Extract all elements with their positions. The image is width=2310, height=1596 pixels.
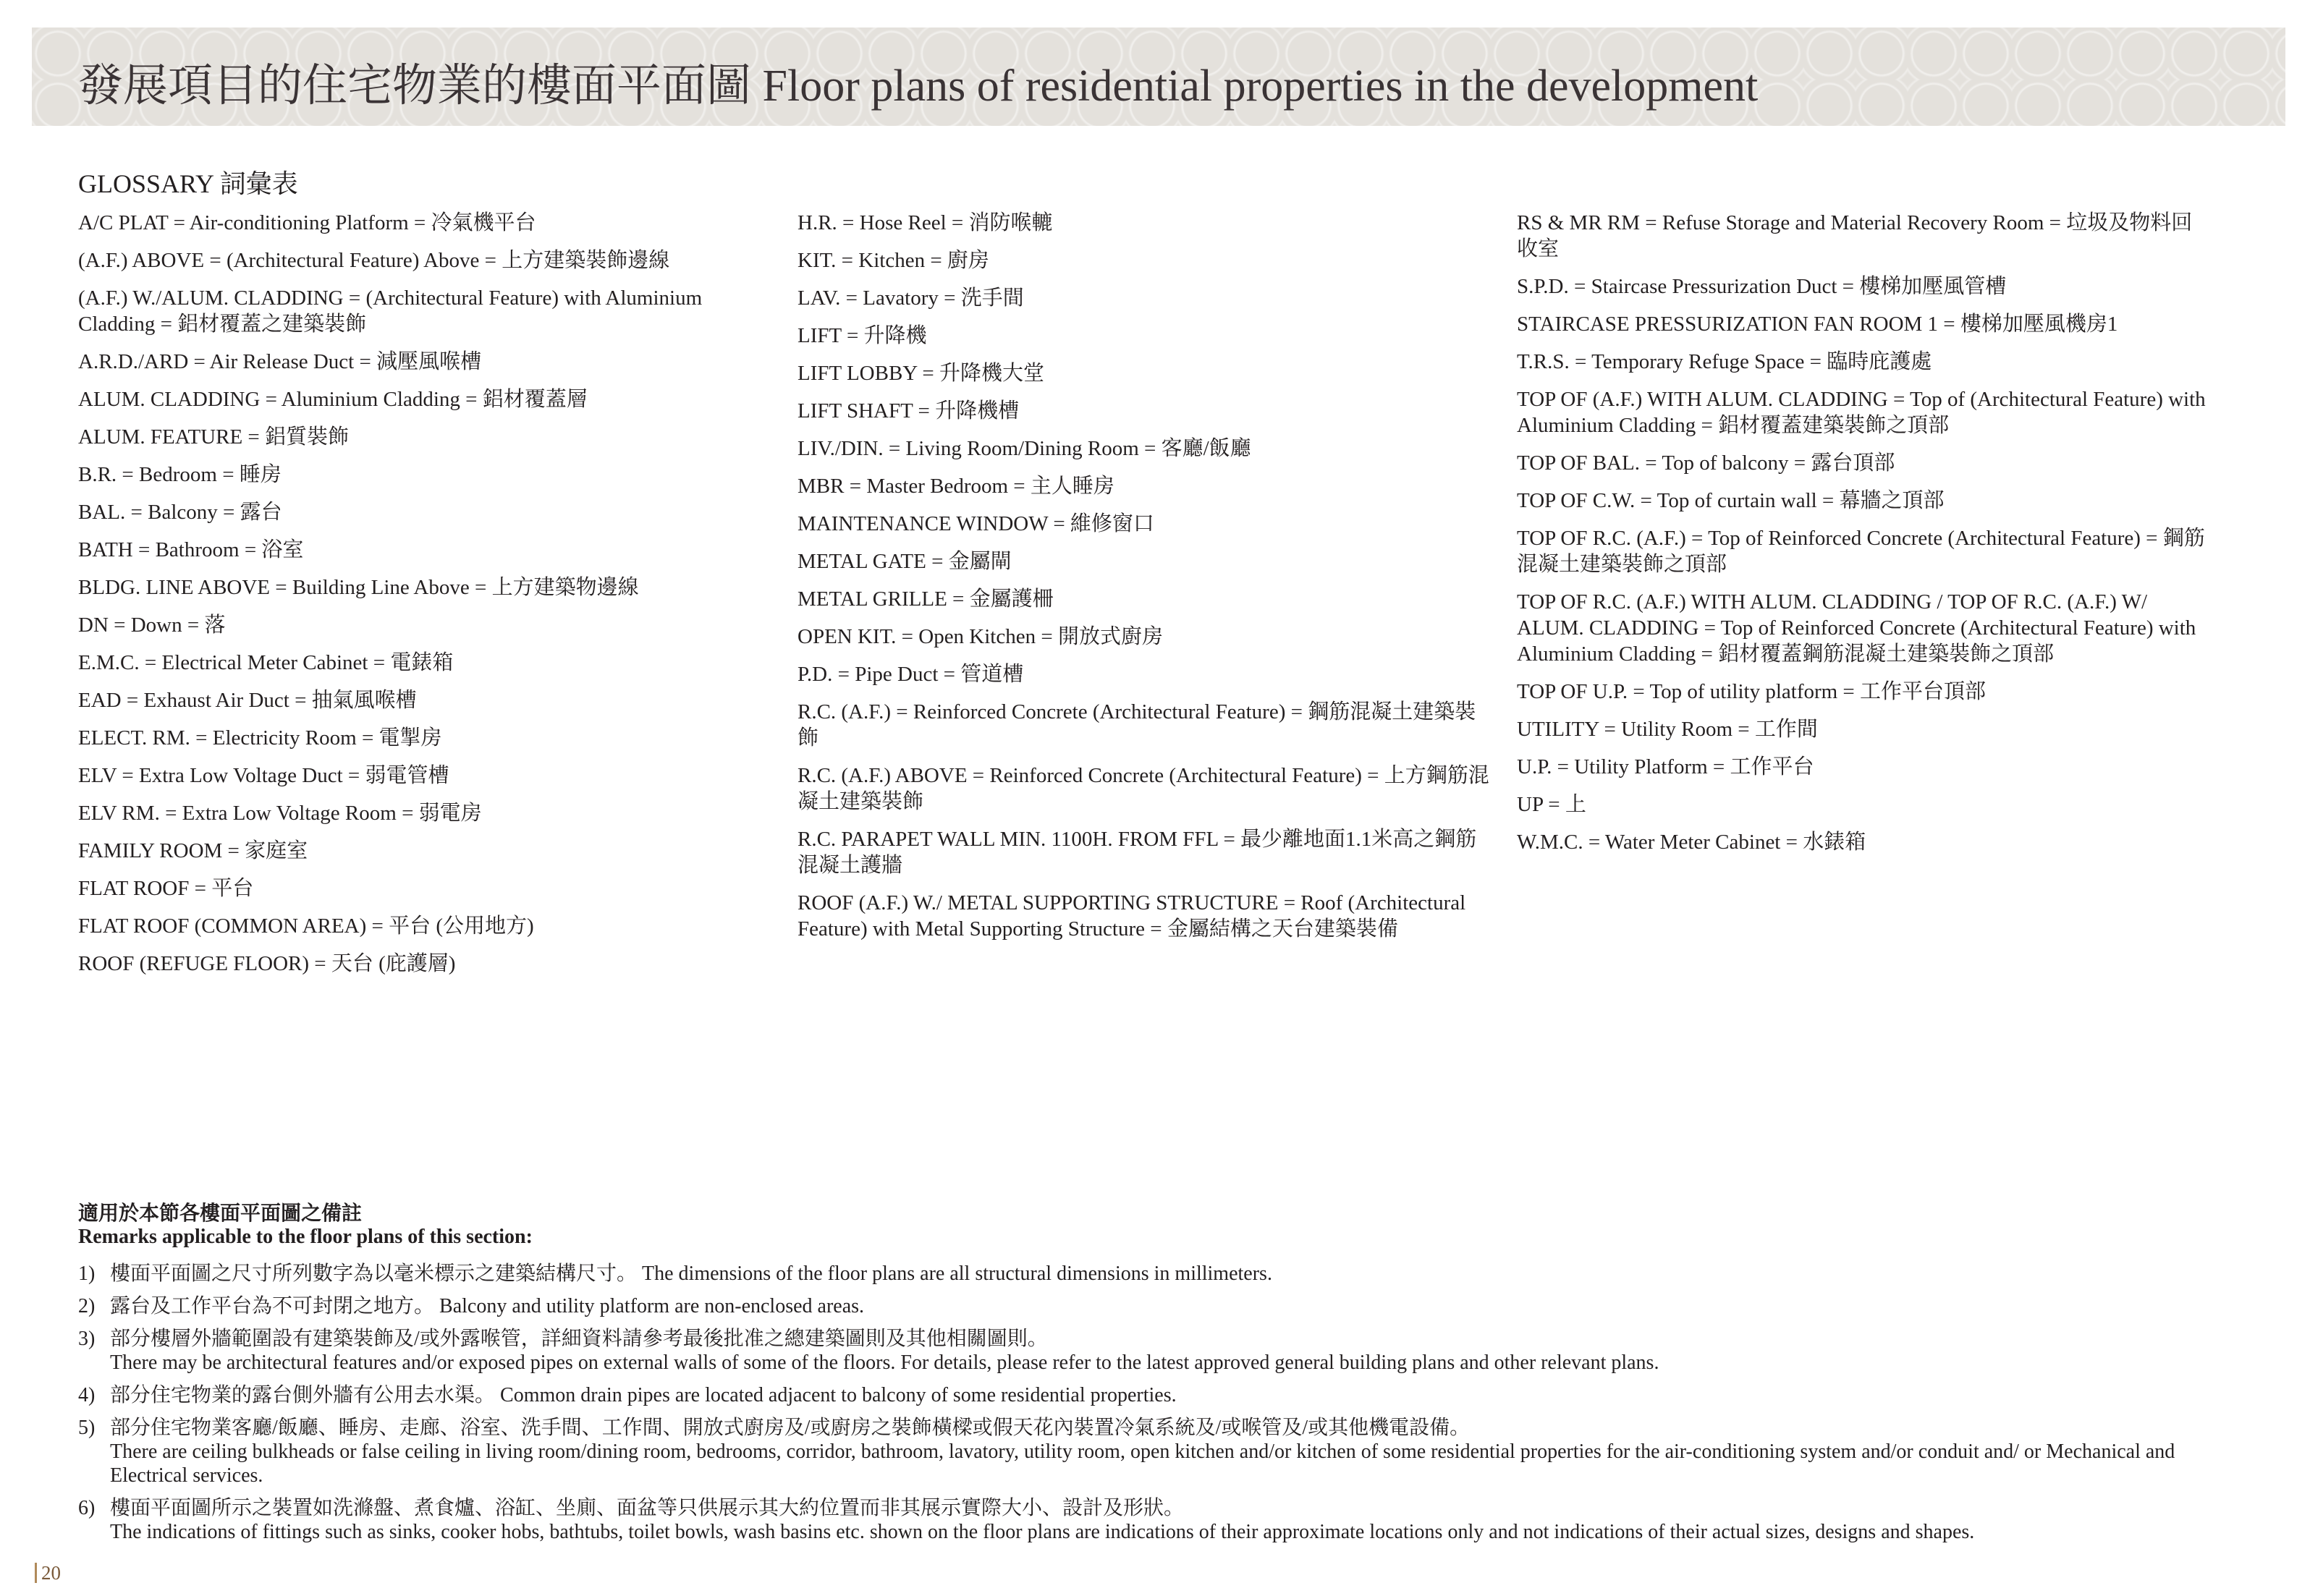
glossary-entry: LIFT SHAFT = 升降機槽: [798, 399, 1020, 423]
glossary-entry: TOP OF U.P. = Top of utility platform = 工作平台頂部: [1517, 680, 1987, 703]
glossary-entry: TOP OF R.C. (A.F.) = Top of Reinforced Concrete (Architectural Feature) = 鋼筋混凝土建築裝飾之頂部: [1517, 527, 2205, 576]
glossary-entry: T.R.S. = Temporary Refuge Space = 臨時庇護處: [1517, 350, 1932, 373]
glossary-entry: UTILITY = Utility Room = 工作間: [1517, 718, 1818, 741]
glossary-entry: (A.F.) W./ALUM. CLADDING = (Architectural Feature) with Aluminium Cladding = 鋁材覆蓋之建築裝飾: [78, 286, 703, 336]
glossary-entry: UP = 上: [1517, 793, 1586, 816]
glossary-entry: OPEN KIT. = Open Kitchen = 開放式廚房: [798, 625, 1163, 648]
glossary-entry: P.D. = Pipe Duct = 管道槽: [798, 663, 1024, 686]
glossary-entry: ELECT. RM. = Electricity Room = 電掣房: [78, 726, 442, 750]
glossary-entry: R.C. PARAPET WALL MIN. 1100H. FROM FFL = 最少離地面1.1米高之鋼筋混凝土護牆: [798, 828, 1477, 877]
remark-text-en: The dimensions of the floor plans are all structural dimensions in millimeters.: [642, 1262, 1272, 1285]
glossary-entry: LAV. = Lavatory = 洗手間: [798, 286, 1024, 310]
remark-number: 5): [78, 1417, 96, 1439]
remark-number: 4): [78, 1384, 96, 1406]
remark-text-en: Common drain pipes are located adjacent to balcony of some residential properties.: [500, 1384, 1177, 1406]
glossary-column-1: [78, 210, 773, 988]
page-number: 20: [35, 1563, 61, 1583]
glossary-entry: METAL GATE = 金屬閘: [798, 550, 1012, 573]
glossary-entry: A/C PLAT = Air-conditioning Platform = 冷氣機平台: [78, 211, 536, 234]
remark-text-zh: 樓面平面圖之尺寸所列數字為以毫米標示之建築結構尺寸。: [110, 1262, 638, 1285]
glossary-column-2: [798, 210, 1492, 954]
glossary-entry: TOP OF BAL. = Top of balcony = 露台頂部: [1517, 451, 1895, 475]
remarks-heading-zh: 適用於本節各樓面平面圖之備註: [78, 1202, 363, 1225]
glossary-entry: TOP OF C.W. = Top of curtain wall = 幕牆之頂部: [1517, 489, 1945, 512]
glossary-entry: MBR = Master Bedroom = 主人睡房: [798, 475, 1114, 498]
remark-text-zh: 部分住宅物業的露台側外牆有公用去水渠。: [110, 1384, 496, 1406]
remark-text-zh: 樓面平面圖所示之裝置如洗滌盤、煮食爐、浴缸、坐廁、面盆等只供展示其大約位置而非其展示實際大小、設計及形狀。: [110, 1497, 1185, 1519]
remark-text-zh: 部分樓層外牆範圍設有建築裝飾及/或外露喉管，詳細資料請參考最後批准之總建築圖則及其他相關圖則。: [110, 1328, 1048, 1350]
glossary-entry: E.M.C. = Electrical Meter Cabinet = 電錶箱: [78, 651, 454, 674]
glossary-entry: EAD = Exhaust Air Duct = 抽氣風喉槽: [78, 689, 417, 712]
glossary-entry: MAINTENANCE WINDOW = 維修窗口: [798, 512, 1154, 535]
remark-item: [78, 1294, 2249, 1318]
glossary-entry: A.R.D./ARD = Air Release Duct = 減壓風喉槽: [78, 350, 482, 373]
glossary-entry: ALUM. FEATURE = 鋁質裝飾: [78, 425, 350, 449]
glossary-title: GLOSSARY 詞彙表: [78, 169, 298, 198]
glossary-entry: (A.F.) ABOVE = (Architectural Feature) Above = 上方建築裝飾邊線: [78, 249, 670, 272]
remarks-heading: [78, 1202, 2249, 1249]
glossary-entry: KIT. = Kitchen = 廚房: [798, 249, 989, 272]
glossary-entry: BLDG. LINE ABOVE = Building Line Above = 上方建築物邊線: [78, 576, 639, 599]
glossary-entry: LIV./DIN. = Living Room/Dining Room = 客廳/飯廳: [798, 437, 1251, 460]
glossary-entry: FLAT ROOF (COMMON AREA) = 平台 (公用地方): [78, 914, 534, 938]
page-title: 發展項目的住宅物業的樓面平面圖 Floor plans of residential properties in the development: [78, 61, 1759, 111]
glossary-entry: DN = Down = 落: [78, 614, 226, 637]
glossary-entry: H.R. = Hose Reel = 消防喉轆: [798, 211, 1053, 234]
glossary-entry: B.R. = Bedroom = 睡房: [78, 463, 282, 486]
glossary-entry: LIFT LOBBY = 升降機大堂: [798, 362, 1045, 385]
remark-text-en: There are ceiling bulkheads or false ceiling in living room/dining room, bedrooms, corridor, bathroom, lavatory, utility room, open kitchen and/or kitchen of some residential properties for the air-conditioning system and/or conduit and/ or Mechanical and Electrical services.: [110, 1440, 2175, 1487]
glossary-entry: ALUM. CLADDING = Aluminium Cladding = 鋁材覆蓋層: [78, 388, 588, 411]
remark-item: [78, 1496, 2249, 1544]
remark-item: [78, 1327, 2249, 1375]
glossary-entry: FLAT ROOF = 平台: [78, 877, 254, 900]
remark-text-en: The indications of fittings such as sinks, cooker hobs, bathtubs, toilet bowls, wash basins etc. shown on the floor plans are indications of their approximate locations only and not indications of their actual sizes, designs and shapes.: [110, 1521, 1975, 1543]
glossary-entry: BATH = Bathroom = 浴室: [78, 538, 304, 561]
glossary-entry: S.P.D. = Staircase Pressurization Duct = 樓梯加壓風管槽: [1517, 275, 2007, 298]
remark-number: 3): [78, 1328, 96, 1350]
remark-item: [78, 1416, 2249, 1487]
glossary-entry: LIFT = 升降機: [798, 324, 927, 347]
remark-number: 1): [78, 1262, 96, 1285]
remark-item: [78, 1383, 2249, 1407]
glossary-entry: ELV RM. = Extra Low Voltage Room = 弱電房: [78, 802, 482, 825]
remark-text-zh: 部分住宅物業客廳/飯廳、睡房、走廊、浴室、洗手間、工作間、開放式廚房及/或廚房之裝飾橫樑或假天花內裝置冷氣系統及/或喉管及/或其他機電設備。: [110, 1417, 1471, 1439]
remarks-section: [78, 1202, 2249, 1553]
glossary-entry: ROOF (REFUGE FLOOR) = 天台 (庇護層): [78, 952, 456, 975]
remarks-heading-en: Remarks applicable to the floor plans of this section:: [78, 1226, 533, 1248]
glossary-entry: FAMILY ROOM = 家庭室: [78, 839, 308, 862]
glossary-column-3: [1517, 210, 2212, 867]
glossary-entry: W.M.C. = Water Meter Cabinet = 水錶箱: [1517, 831, 1866, 854]
remark-number: 2): [78, 1295, 96, 1317]
remark-text-en: There may be architectural features and/or exposed pipes on external walls of some of the floors. For details, please refer to the latest approved general building plans and other relevant plans.: [110, 1351, 1659, 1374]
glossary-entry: U.P. = Utility Platform = 工作平台: [1517, 755, 1814, 778]
remark-text-en: Balcony and utility platform are non-enclosed areas.: [439, 1295, 865, 1317]
remark-item: [78, 1262, 2249, 1286]
glossary-entry: ROOF (A.F.) W./ METAL SUPPORTING STRUCTURE = Roof (Architectural Feature) with Metal Supporting Structure = 金屬結構之天台建築裝備: [798, 891, 1466, 941]
glossary-entry: R.C. (A.F.) ABOVE = Reinforced Concrete (Architectural Feature) = 上方鋼筋混凝土建築裝飾: [798, 764, 1489, 813]
remark-number: 6): [78, 1497, 96, 1519]
glossary-entry: TOP OF (A.F.) WITH ALUM. CLADDING = Top of (Architectural Feature) with Aluminium Cladding = 鋁材覆蓋建築裝飾之頂部: [1517, 388, 2206, 437]
glossary-entry: STAIRCASE PRESSURIZATION FAN ROOM 1 = 樓梯加壓風機房1: [1517, 313, 2118, 336]
glossary-entry: R.C. (A.F.) = Reinforced Concrete (Architectural Feature) = 鋼筋混凝土建築裝飾: [798, 700, 1476, 750]
title-banner: [32, 27, 2285, 126]
glossary-entry: BAL. = Balcony = 露台: [78, 501, 282, 524]
remark-text-zh: 露台及工作平台為不可封閉之地方。: [110, 1295, 435, 1317]
glossary-entry: METAL GRILLE = 金屬護柵: [798, 587, 1054, 611]
glossary-entry: RS & MR RM = Refuse Storage and Material Recovery Room = 垃圾及物料回收室: [1517, 211, 2193, 260]
glossary-entry: ELV = Extra Low Voltage Duct = 弱電管槽: [78, 764, 449, 787]
glossary-entry: TOP OF R.C. (A.F.) WITH ALUM. CLADDING / TOP OF R.C. (A.F.) W/ ALUM. CLADDING = Top of Reinforced Concrete (Architectural Feature) with Aluminium Cladding = 鋁材覆蓋鋼筋混凝土建築裝飾之頂部: [1517, 590, 2196, 666]
remarks-list: [78, 1262, 2249, 1544]
